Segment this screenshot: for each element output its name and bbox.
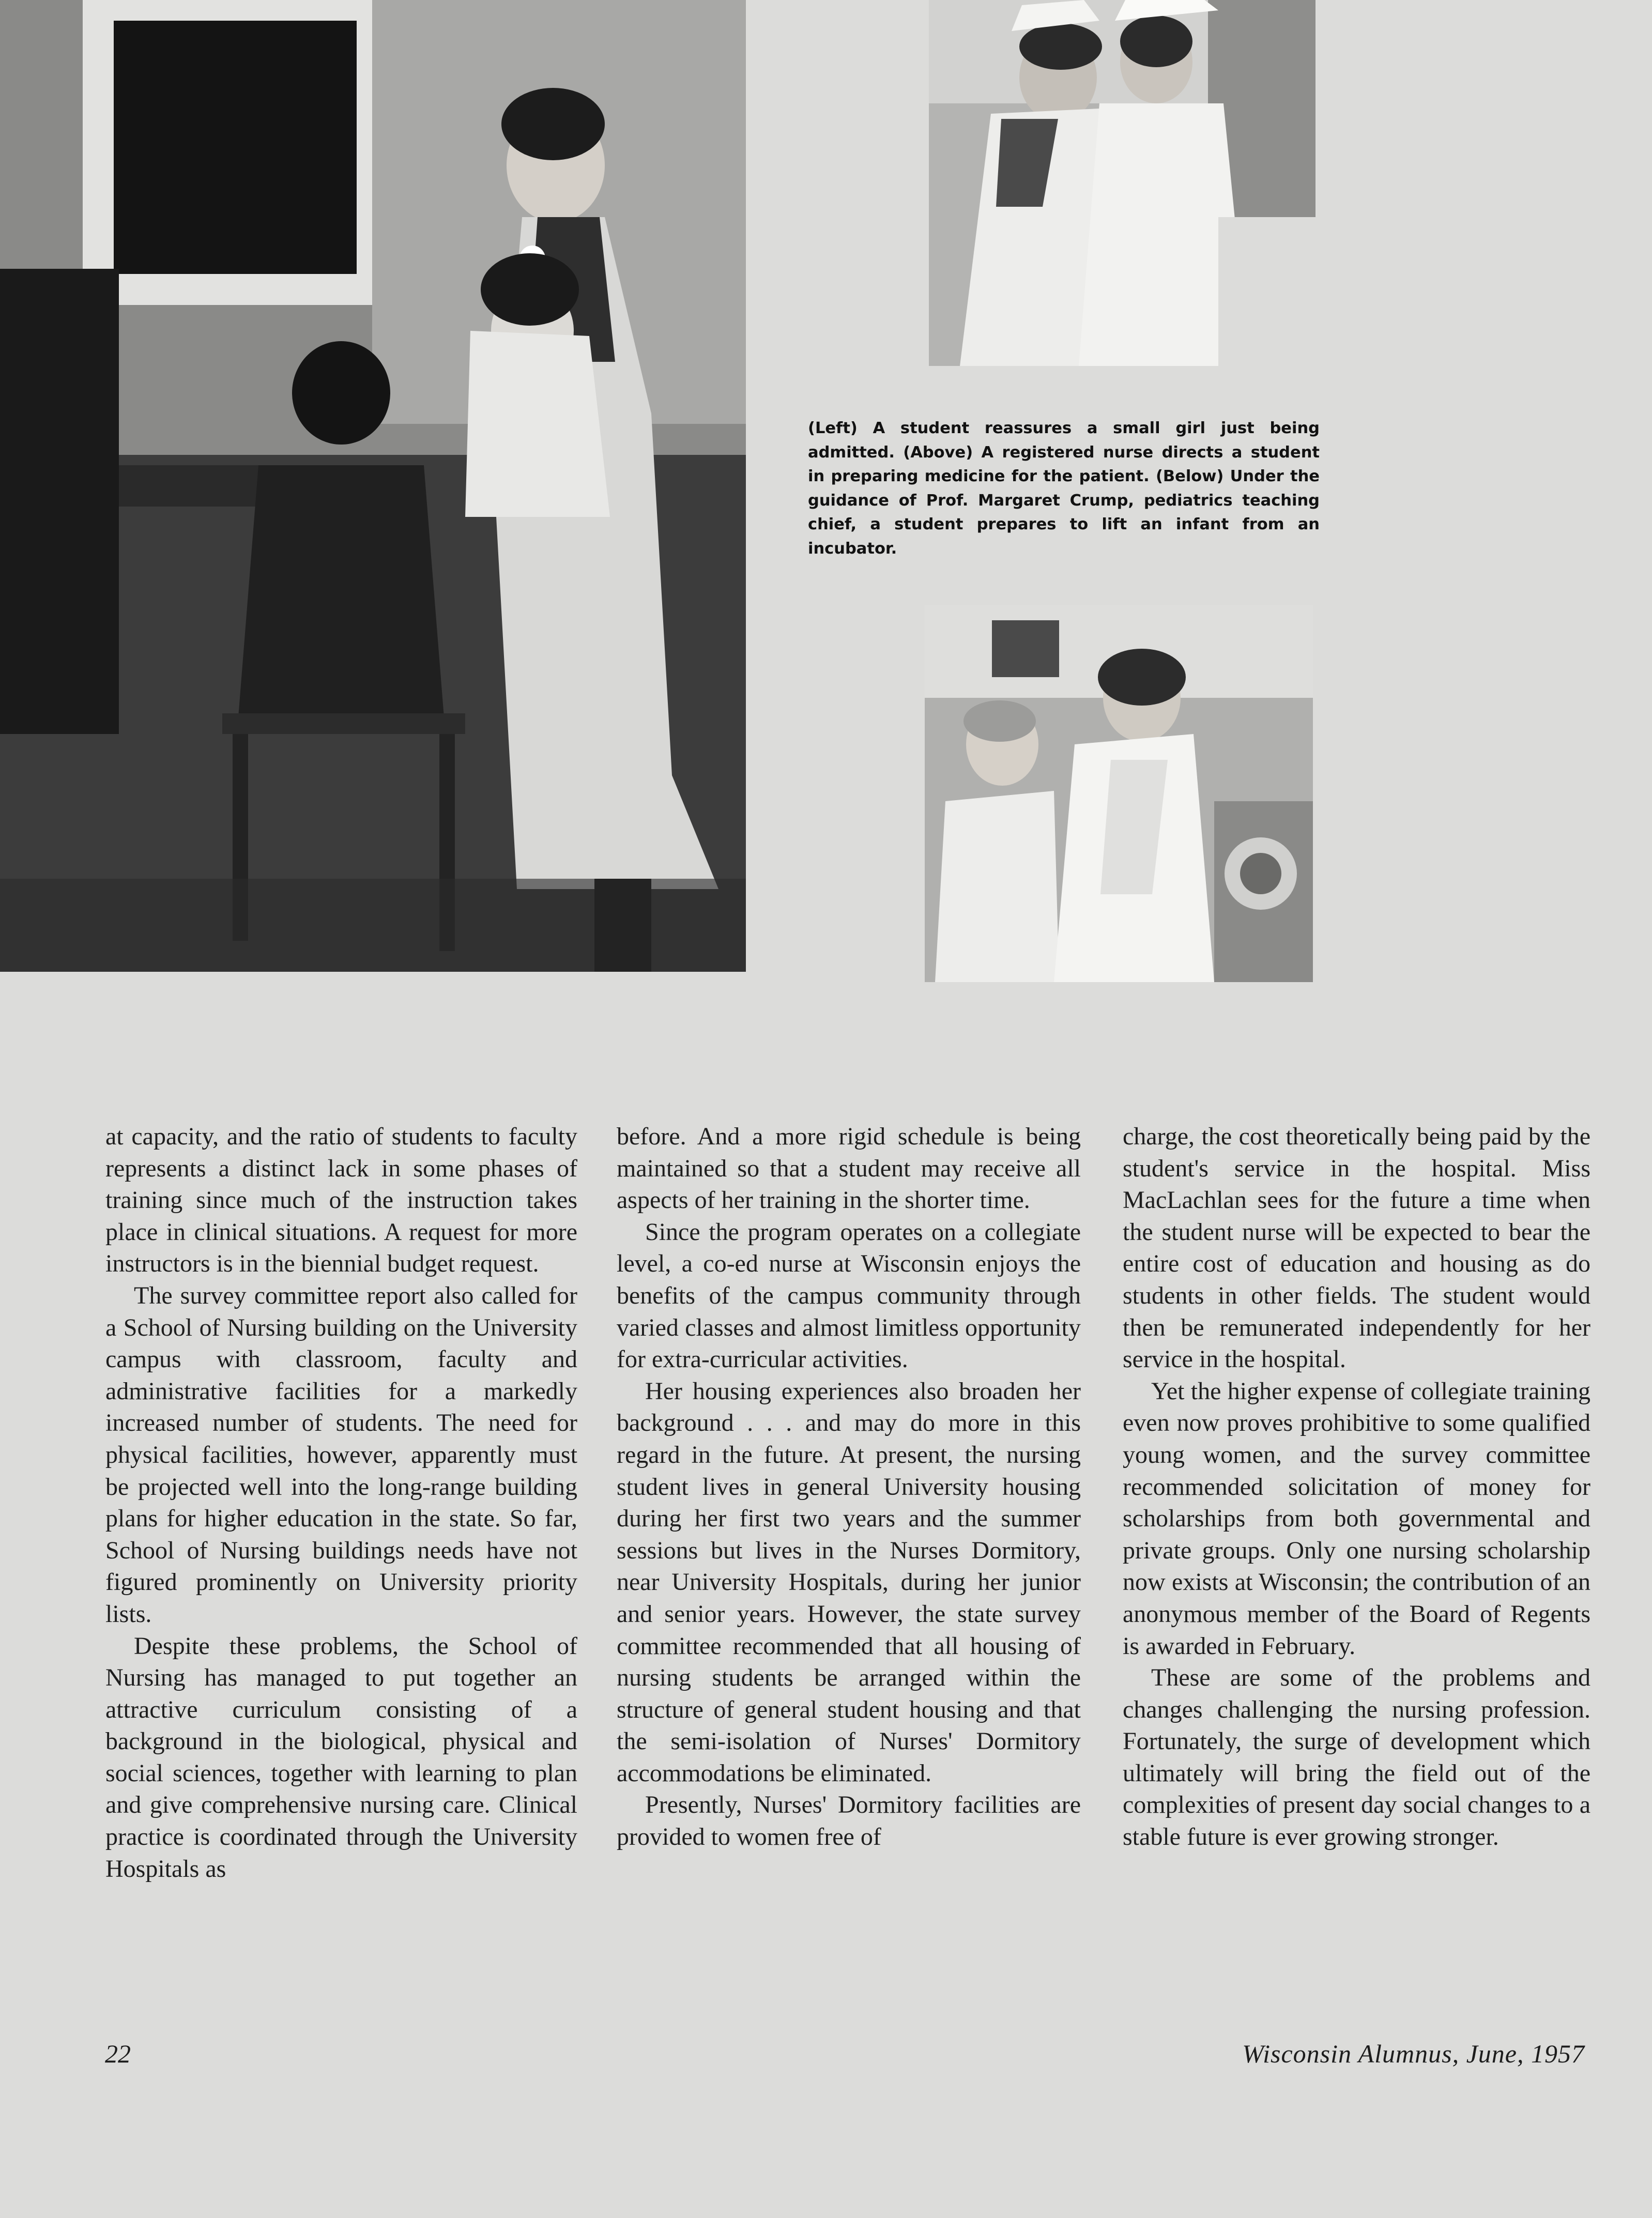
running-footer: Wisconsin Alumnus, June, 1957 [1242, 2039, 1585, 2068]
column-2-paragraph-3: Her housing experiences also broaden her background . . . and may do more in this regard in the future. At present, the nursing student lives in general University housing during her first two years and the summer sessions but lives in the Nurses Dormitory, near University Hospitals, during her junior and senior years. However, the state survey committee recommended that all housing of nursing students be arranged within the structure of general student housing and that the semi-isolation of Nurses' Dormitory accommodations be eliminated. [617, 1377, 1081, 1787]
column-1-paragraph-3: Despite these problems, the School of Nursing has managed to put together an attractive curriculum consisting of a background in the biological, physical and social sciences, together with learning to plan and give comprehensive nursing care. Clinical practice is coordinated through the University Hospitals as [105, 1632, 577, 1883]
column-3-paragraph-1: charge, the cost theoretically being paid by the student's service in the hospital. Miss MacLachlan sees for the future a time when the student nurse will be expected to bear the entire cost of education and housing as do students in other fields. The student would then be remunerated independently for her service in the hospital. [1123, 1123, 1590, 1373]
column-1-paragraph-2: The survey committee report also called for a School of Nursing building on the University campus with classroom, faculty and administrative facilities for a markedly increased number of students. The need for physical facilities, however, apparently must be projected well into the long-range building plans for higher education in the state. So far, School of Nursing buildings needs have not figured prominently on University priority lists. [105, 1281, 577, 1628]
text-column-2 [617, 1121, 1081, 1853]
column-1-paragraph-1: at capacity, and the ratio of students to faculty represents a distinct lack in some phases of training since much of the instruction takes place in clinical situations. A request for more instructors is in the biennial budget request. [105, 1123, 577, 1278]
column-2-paragraph-2: Since the program operates on a collegiate level, a co-ed nurse at Wisconsin enjoys the benefits of the campus community through varied classes and almost limitless opportunity for extra-curricular activities. [617, 1218, 1081, 1373]
text-column-1 [105, 1121, 577, 1885]
photo-caption: (Left) A student reassures a small girl just being admitted. (Above) A registered nurse directs a student in preparing medicine for the patient. (Below) Under the guidance of Prof. Margaret Crump, pediatrics teaching chief, a student prepares to lift an infant from an incubator. [808, 419, 1320, 558]
page-number: 22 [105, 2039, 131, 2068]
photo-nurse-directs-student [929, 0, 1316, 366]
photo-student-reassures-girl [0, 0, 746, 972]
photo-student-incubator [925, 605, 1313, 982]
text-column-3 [1123, 1121, 1590, 1853]
column-2-paragraph-1: before. And a more rigid schedule is being maintained so that a student may receive all aspects of her training in the shorter time. [617, 1123, 1081, 1214]
column-3-paragraph-3: These are some of the problems and changes challenging the nursing profession. Fortunately, the surge of development which ultimately will bring the field out of the complexities of present day social changes to a stable future is ever growing stronger. [1123, 1664, 1590, 1851]
column-3-paragraph-2: Yet the higher expense of collegiate training even now proves prohibitive to some qualified young women, and the survey committee recommended solicitation of money for scholarships from both governmental and private groups. Only one nursing scholarship now exists at Wisconsin; the contribution of an anonymous member of the Board of Regents is awarded in February. [1123, 1377, 1590, 1660]
column-2-paragraph-4: Presently, Nurses' Dormitory facilities are provided to women free of [617, 1791, 1081, 1851]
